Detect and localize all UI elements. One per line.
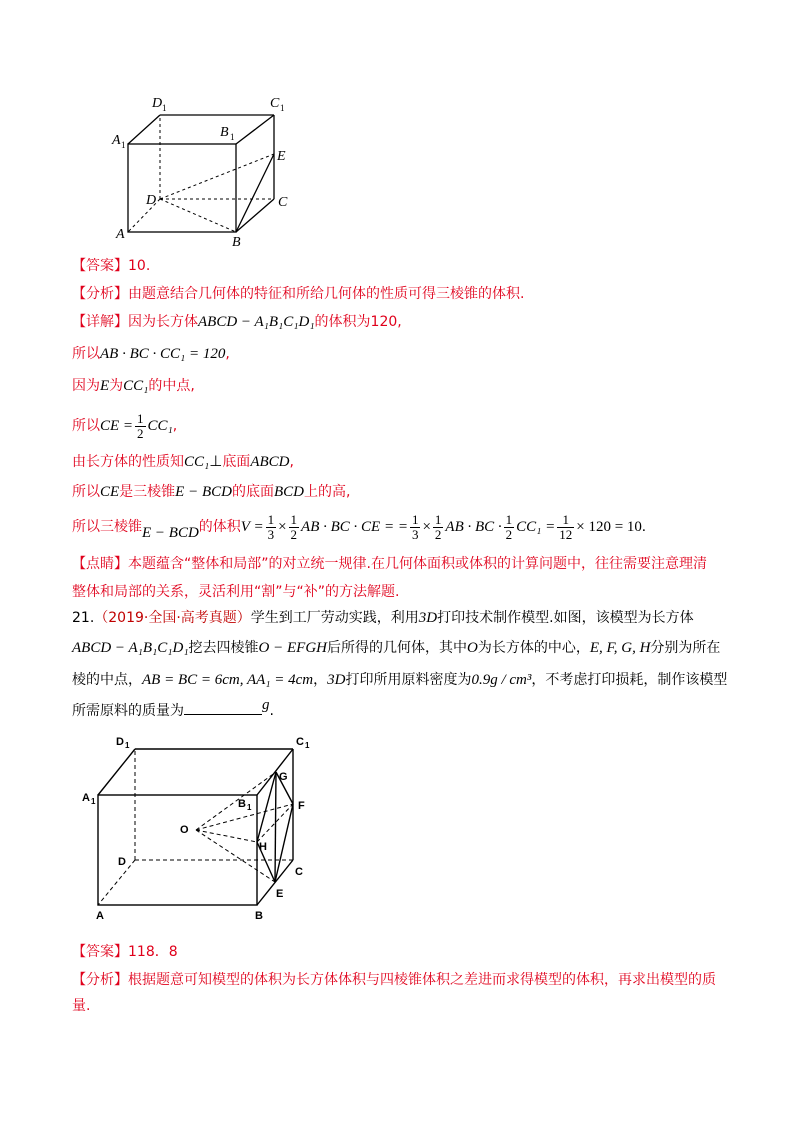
fraction-half	[504, 513, 515, 542]
label-B1: B	[238, 798, 246, 810]
fraction-third	[266, 513, 277, 542]
label-C: C	[295, 866, 303, 878]
label-E: E	[277, 149, 286, 164]
label-A: A	[116, 227, 125, 242]
label-B: B	[255, 910, 263, 922]
text-base: 底面	[222, 454, 251, 470]
label-C1-sub: 1	[280, 103, 285, 113]
frac-num: 1	[411, 511, 419, 527]
stem-text: 打印技术制作模型.如图，该模型为长方体	[437, 610, 694, 626]
eq-product-2: AB · BC ·	[445, 519, 502, 535]
analysis-tag: 【分析】	[72, 972, 128, 988]
fraction-twelfth	[557, 513, 574, 542]
detail-tag: 【详解】	[72, 314, 128, 330]
label-A1-sub: 1	[91, 797, 96, 806]
edge-CE: CE	[100, 484, 120, 500]
dimensions: AB = BC = 6cm, AA₁ = 4cm	[142, 672, 314, 688]
math-3d: 3D	[418, 610, 438, 626]
edge-CC1: CC₁	[123, 378, 149, 394]
answer-tag: 【答案】	[72, 944, 128, 960]
text-comma: ,	[172, 418, 178, 434]
frac-num: 1	[557, 513, 574, 528]
frac-num: 1	[267, 511, 275, 527]
frac-den: 3	[267, 526, 275, 542]
label-B1-sub: 1	[247, 803, 252, 812]
fraction-half	[289, 513, 300, 542]
text-volume-of: 的体积	[198, 519, 241, 535]
label-B1: B	[220, 125, 229, 140]
text-base-of: 的底面	[231, 484, 274, 500]
analysis-tag: 【分析】	[72, 286, 128, 302]
math-3d: 3D	[327, 672, 346, 688]
label-A1: A	[82, 792, 90, 804]
detail-line-4	[72, 410, 177, 442]
frac-den: 2	[290, 526, 298, 542]
analysis-line-q20	[72, 284, 524, 304]
label-F: F	[298, 800, 305, 812]
comment-tag: 【点睛】	[72, 556, 128, 572]
label-D: D	[146, 193, 157, 208]
detail-pre: 因为长方体	[128, 314, 198, 330]
point-O: O	[467, 640, 478, 656]
analysis-text-1: 根据题意可知模型的体积为长方体体积与四棱锥体积之差进而求得模型的体积，再求出模型的质	[128, 972, 716, 988]
label-A1: A	[112, 133, 121, 148]
label-C: C	[278, 195, 288, 210]
stem-text: ，	[313, 672, 328, 688]
fraction-half	[135, 412, 146, 441]
answer-line-q21	[72, 942, 178, 962]
q21-stem-line-4	[72, 697, 274, 721]
stem-text: 分别为所在	[650, 640, 721, 656]
stem-text: 所需原料的质量为	[72, 703, 184, 719]
label-D1-sub: 1	[162, 103, 167, 113]
frac-den: 3	[411, 526, 419, 542]
stem-text: 棱的中点，	[72, 672, 142, 688]
q21-stem-line-3	[72, 670, 727, 690]
analysis-text: 由题意结合几何体的特征和所给几何体的性质可得三棱锥的体积.	[128, 286, 525, 302]
comment-line-2	[72, 582, 399, 602]
text-so: 所以	[72, 484, 100, 500]
answer-tag: 【答案】	[72, 258, 128, 274]
stem-text: 学生到工厂劳动实践，利用	[250, 610, 419, 626]
solid-name: ABCD − A₁B₁C₁D₁	[198, 314, 315, 330]
times-symbol: ×	[278, 519, 287, 535]
detail-line-3	[72, 376, 195, 396]
answer-blank[interactable]	[184, 700, 262, 715]
eq-product: AB · BC · CE = =	[301, 519, 408, 535]
text-midpoint: 的中点,	[148, 378, 195, 394]
solid-name: ABCD − A₁B₁C₁D₁	[72, 640, 189, 656]
analysis-line-q21-1	[72, 970, 716, 990]
comment-text-2: 整体和局部的关系，灵活利用“割”与“补”的方法解题.	[72, 584, 400, 600]
stem-text: .	[269, 703, 274, 719]
question-source: （2019·全国·高考真题）	[94, 610, 251, 626]
stem-text: ，不考虑打印损耗，制作该模型	[531, 672, 728, 688]
detail-line-1	[72, 312, 402, 332]
text-so: 所以	[72, 346, 100, 362]
eq-final: × 120 = 10	[576, 519, 642, 535]
answer-value: 118．8	[128, 944, 178, 960]
frac-num: 1	[290, 511, 298, 527]
face-ABCD: ABCD	[250, 454, 290, 470]
times-symbol: ×	[422, 519, 431, 535]
q21-stem-line-1	[72, 608, 694, 628]
frac-num: 1	[505, 511, 513, 527]
fraction-third	[410, 513, 421, 542]
text-height: 上的高,	[303, 484, 351, 500]
label-B: B	[232, 235, 241, 250]
frac-den: 2	[434, 526, 442, 542]
q21-stem-line-2	[72, 638, 720, 658]
answer-value: 10.	[128, 258, 151, 274]
analysis-line-q21-2	[72, 996, 90, 1016]
text-because: 因为	[72, 378, 100, 394]
frac-den: 2	[137, 425, 144, 441]
label-C1-sub: 1	[305, 741, 310, 750]
detail-line-7	[72, 510, 646, 544]
label-E: E	[276, 888, 284, 900]
text-period: .	[641, 519, 646, 535]
edge-CC1: CC₁	[184, 454, 210, 470]
perp-symbol: ⊥	[209, 454, 223, 470]
label-C1: C	[270, 96, 280, 111]
text-by-prop: 由长方体的性质知	[72, 454, 184, 470]
face-BCD: BCD	[273, 484, 304, 500]
label-G: G	[279, 771, 288, 783]
label-D1: D	[116, 736, 124, 748]
edge-CC1: CC₁	[147, 418, 173, 434]
label-A: A	[96, 910, 104, 922]
label-D1: D	[152, 96, 163, 111]
analysis-text-2: 量.	[72, 998, 91, 1014]
pyramid-EBCD: E − BCD	[175, 484, 232, 500]
label-A1-sub: 1	[121, 140, 126, 150]
frac-num: 1	[434, 511, 442, 527]
pyramid-EBCD: E − BCD	[142, 525, 199, 541]
text-so-pyramid: 所以三棱锥	[72, 519, 142, 535]
label-C1: C	[296, 736, 304, 748]
label-O: O	[180, 824, 189, 836]
fraction-half	[433, 513, 444, 542]
frac-num: 1	[137, 410, 144, 426]
eq-cc1: CC₁ =	[516, 519, 556, 535]
cuboid-figure-2	[80, 735, 320, 925]
frac-den: 12	[559, 526, 573, 542]
stem-text: 为长方体的中心，	[477, 640, 590, 656]
cuboid-figure-1	[108, 92, 308, 252]
label-B1-sub: 1	[230, 132, 235, 142]
text-is: 为	[109, 378, 124, 394]
label-D1-sub: 1	[125, 741, 130, 750]
label-D: D	[118, 856, 126, 868]
stem-text: 挖去四棱锥	[188, 640, 259, 656]
points-EFGH: E, F, G, H	[589, 640, 651, 656]
comment-text-1: 本题蕴含“整体和局部”的对立统一规律.在几何体面积或体积的计算问题中，往往需要注意理清	[128, 556, 707, 572]
detail-line-5	[72, 452, 294, 472]
text-is-pyramid: 是三棱锥	[119, 484, 176, 500]
unit-g: g	[262, 697, 270, 713]
detail-line-2	[72, 344, 230, 364]
detail-line-6	[72, 482, 350, 502]
text-comma: ,	[289, 454, 294, 470]
comment-line-1	[72, 554, 707, 574]
label-H: H	[259, 841, 267, 853]
text-comma: ,	[225, 346, 230, 362]
stem-text: 打印所用原料密度为	[345, 672, 472, 688]
eq-V: V =	[240, 519, 264, 535]
point-E: E	[100, 378, 110, 394]
frac-den: 2	[505, 526, 513, 542]
answer-line-q20	[72, 256, 150, 276]
text-so: 所以	[72, 418, 100, 434]
eq-ce-lhs: CE =	[100, 418, 134, 434]
density: 0.9g / cm³	[471, 672, 532, 688]
stem-text: 后所得的几何体，其中	[327, 640, 467, 656]
detail-post: 的体积为120,	[314, 314, 402, 330]
pyramid-name: O − EFGH	[258, 640, 327, 656]
question-number: 21.	[72, 610, 95, 626]
eq-volume: AB · BC · CC₁ = 120	[100, 346, 226, 362]
